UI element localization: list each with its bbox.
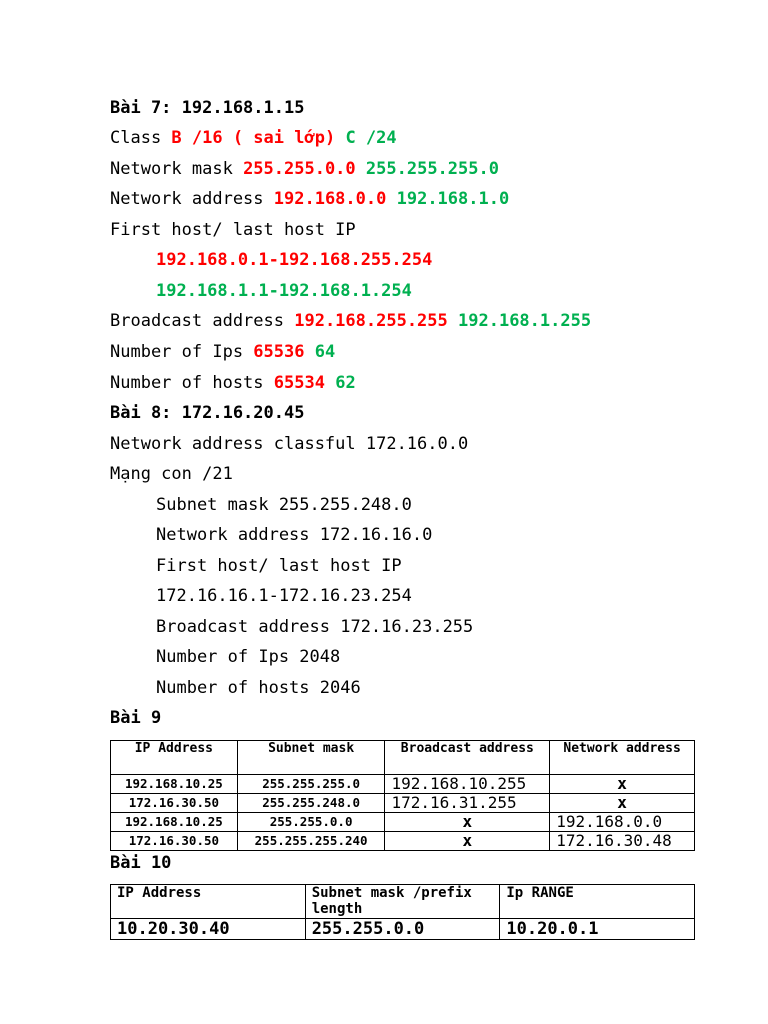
ips-right: 64 [314, 342, 336, 362]
table-cell: 10.20.0.1 [500, 919, 695, 940]
table-cell: x [385, 813, 550, 832]
bc-wrong: 192.168.255.255 [294, 311, 448, 331]
bai8-host-label: First host/ last host IP [156, 556, 402, 576]
bai8-title: Bài 8: 172.16.20.45 [110, 403, 305, 423]
table-cell: 192.168.10.25 [111, 775, 238, 794]
table-cell: 255.255.255.240 [237, 832, 385, 851]
bai7-bc-line [110, 311, 591, 331]
mask-wrong: 255.255.0.0 [243, 159, 356, 179]
bai10-table [110, 884, 695, 940]
table-cell: 172.16.30.50 [111, 794, 238, 813]
table-row [111, 813, 695, 832]
hosts-label: Number of hosts [110, 373, 274, 393]
bai7-hosts-line [110, 373, 356, 393]
table-cell: x [550, 794, 695, 813]
bai8-net: Network address 172.16.16.0 [156, 525, 433, 545]
table-header-row [111, 741, 695, 775]
class-wrong: B /16 ( sai lớp) [171, 128, 336, 148]
bai8-subnet-title: Mạng con /21 [110, 464, 233, 484]
bai7-ips-line [110, 342, 335, 362]
bai8-bc: Broadcast address 172.16.23.255 [156, 617, 474, 637]
table-cell: x [550, 775, 695, 794]
col-header: IP Address [111, 741, 238, 775]
bai7-host-wrong: 192.168.0.1-192.168.255.254 [156, 250, 433, 270]
bai9-title: Bài 9 [110, 708, 162, 728]
bai8-hosts: Number of hosts 2046 [156, 678, 361, 698]
table-cell: 192.168.10.25 [111, 813, 238, 832]
bai7-host-label: First host/ last host IP [110, 220, 356, 240]
net-right: 192.168.1.0 [396, 189, 510, 209]
table-cell: 255.255.0.0 [305, 919, 500, 940]
table-row [111, 919, 695, 940]
bai8-ips: Number of Ips 2048 [156, 647, 341, 667]
table-cell: 255.255.248.0 [237, 794, 385, 813]
bai10-title: Bài 10 [110, 853, 172, 873]
bc-right: 192.168.1.255 [458, 311, 592, 331]
bai8-mask: Subnet mask 255.255.248.0 [156, 495, 412, 515]
table-cell: 172.16.30.50 [111, 832, 238, 851]
table-header-row [111, 885, 695, 919]
hosts-right: 62 [335, 373, 356, 393]
bai8-classful: Network address classful 172.16.0.0 [110, 434, 469, 454]
table-cell: 255.255.255.0 [237, 775, 385, 794]
class-right: C /24 [345, 128, 397, 148]
table-cell: 192.168.0.0 [550, 813, 695, 832]
table-row [111, 794, 695, 813]
table-cell: 192.168.10.255 [385, 775, 550, 794]
mask-label: Network mask [110, 159, 244, 179]
ips-label: Number of Ips [110, 342, 254, 362]
table-cell: x [385, 832, 550, 851]
hosts-wrong: 65534 [273, 373, 325, 393]
table-cell: 255.255.0.0 [237, 813, 385, 832]
bai7-mask-line [110, 159, 499, 179]
net-label: Network address [110, 189, 274, 209]
mask-right: 255.255.255.0 [365, 159, 499, 179]
table-cell: 172.16.30.48 [550, 832, 695, 851]
class-label: Class [110, 128, 172, 148]
bai9-table [110, 740, 695, 851]
bai8-host-range: 172.16.16.1-172.16.23.254 [156, 586, 412, 606]
table-row [111, 832, 695, 851]
bc-label: Broadcast address [110, 311, 295, 331]
table-cell: 172.16.31.255 [385, 794, 550, 813]
col-header: Broadcast address [385, 741, 550, 775]
col-header: IP Address [111, 885, 306, 919]
col-header: Ip RANGE [500, 885, 695, 919]
col-header: Subnet mask /prefix length [305, 885, 500, 919]
net-wrong: 192.168.0.0 [273, 189, 387, 209]
ips-wrong: 65536 [253, 342, 305, 362]
col-header: Network address [550, 741, 695, 775]
bai7-net-line [110, 189, 509, 209]
table-row [111, 775, 695, 794]
bai7-title: Bài 7: 192.168.1.15 [110, 98, 305, 118]
bai7-host-right: 192.168.1.1-192.168.1.254 [156, 281, 412, 301]
table-cell: 10.20.30.40 [111, 919, 306, 940]
col-header: Subnet mask [237, 741, 385, 775]
bai7-class-line [110, 128, 397, 148]
